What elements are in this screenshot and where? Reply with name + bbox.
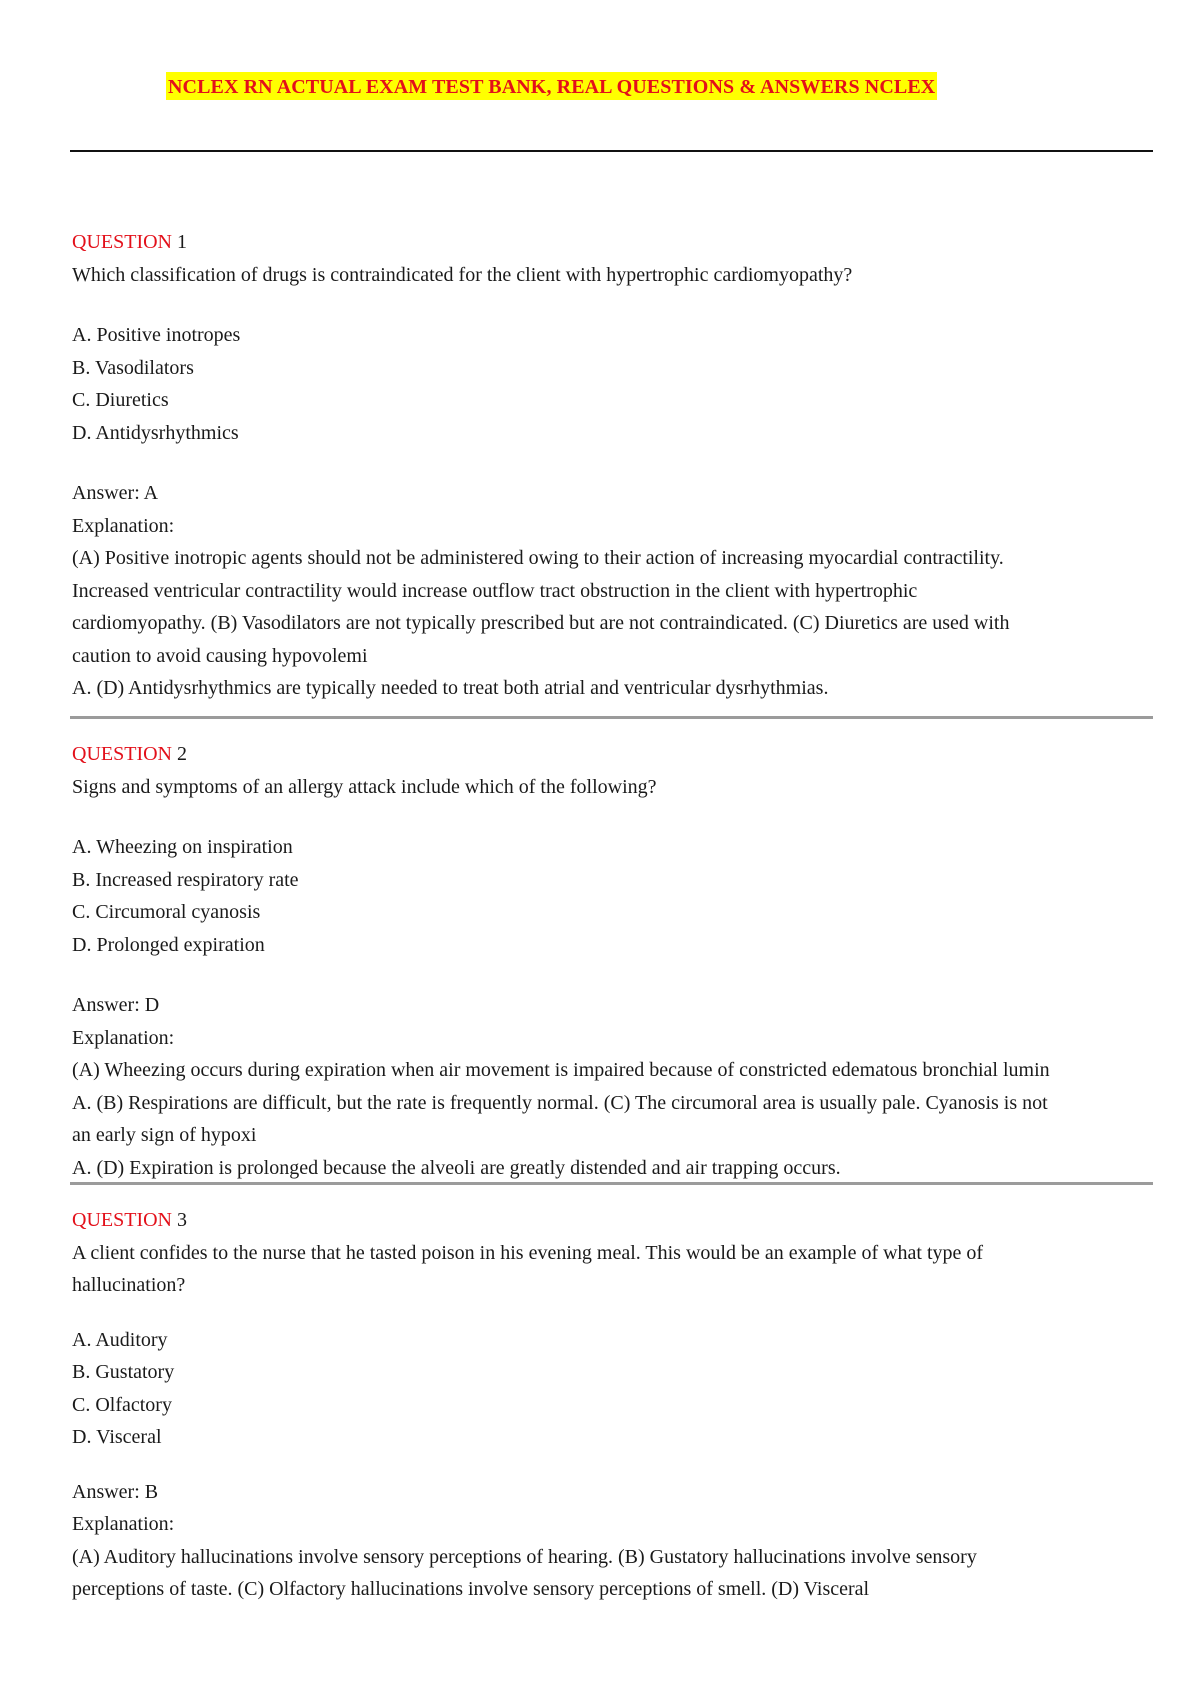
option-c: C. Diuretics	[72, 389, 169, 411]
option-b: B. Increased respiratory rate	[72, 868, 299, 891]
answer: Answer: D	[72, 994, 160, 1016]
option-d: D. Prolonged expiration	[72, 933, 265, 956]
question-heading	[72, 226, 1162, 259]
answer: Answer: A	[72, 482, 159, 504]
question-block-2	[72, 738, 1162, 1184]
question-divider	[70, 716, 1153, 719]
question-divider	[70, 1182, 1153, 1185]
explanation-line: an early sign of hypoxi	[72, 1124, 257, 1146]
explanation-line: A. (D) Expiration is prolonged because the alveoli are greatly distended and air trapping occurs.	[72, 1156, 841, 1179]
explanation-line: Increased ventricular contractility would increase outflow tract obstruction in the client with hypertrophic	[72, 579, 918, 602]
option-d: D. Visceral	[72, 1426, 162, 1448]
answer: Answer: B	[72, 1480, 159, 1503]
question-number: 2	[177, 743, 187, 765]
option-c: C. Circumoral cyanosis	[72, 901, 261, 923]
explanation-line: (A) Positive inotropic agents should not be administered owing to their action of increasing myocardial contractility.	[72, 547, 1004, 569]
option-c: C. Olfactory	[72, 1393, 172, 1416]
option-b: B. Gustatory	[72, 1361, 175, 1383]
document-header	[166, 76, 937, 99]
question-block-1	[72, 226, 1162, 705]
option-a: A. Auditory	[72, 1328, 168, 1351]
question-label: QUESTION	[72, 1209, 172, 1231]
option-d: D. Antidysrhythmics	[72, 421, 239, 444]
option-b: B. Vasodilators	[72, 356, 194, 379]
question-heading	[72, 738, 1162, 771]
question-label: QUESTION	[72, 743, 172, 765]
explanation-line: (A) Wheezing occurs during expiration when air movement is impaired because of constricted edematous bronchial lumin	[72, 1059, 1050, 1081]
question-text: Signs and symptoms of an allergy attack include which of the following?	[72, 775, 657, 798]
question-number: 3	[177, 1209, 187, 1231]
option-a: A. Positive inotropes	[72, 324, 241, 346]
question-heading	[72, 1204, 1162, 1237]
question-number: 1	[177, 231, 187, 253]
document-title: NCLEX RN ACTUAL EXAM TEST BANK, REAL QUESTIONS & ANSWERS NCLEX	[166, 72, 937, 100]
explanation-line: A. (D) Antidysrhythmics are typically needed to treat both atrial and ventricular dysrhythmias.	[72, 677, 829, 699]
question-text: hallucination?	[72, 1274, 186, 1296]
explanation-label: Explanation:	[72, 514, 175, 537]
header-divider	[70, 150, 1153, 152]
explanation-label: Explanation:	[72, 1026, 175, 1049]
question-text: Which classification of drugs is contraindicated for the client with hypertrophic cardiomyopathy?	[72, 263, 853, 286]
question-text: A client confides to the nurse that he tasted poison in his evening meal. This would be an example of what type of	[72, 1241, 984, 1264]
question-label: QUESTION	[72, 231, 172, 253]
option-a: A. Wheezing on inspiration	[72, 836, 293, 858]
explanation-line: perceptions of taste. (C) Olfactory hallucinations involve sensory perceptions of smell. (D) Visceral	[72, 1578, 870, 1600]
explanation-line: A. (B) Respirations are difficult, but the rate is frequently normal. (C) The circumoral area is usually pale. Cyanosis is not	[72, 1091, 1048, 1114]
explanation-line: cardiomyopathy. (B) Vasodilators are not typically prescribed but are not contraindicated. (C) Diuretics are used with	[72, 612, 1010, 634]
explanation-label: Explanation:	[72, 1513, 175, 1535]
question-block-3	[72, 1204, 1162, 1606]
explanation-line: caution to avoid causing hypovolemi	[72, 644, 368, 667]
explanation-line: (A) Auditory hallucinations involve sensory perceptions of hearing. (B) Gustatory hallucinations involve sensory	[72, 1545, 977, 1568]
